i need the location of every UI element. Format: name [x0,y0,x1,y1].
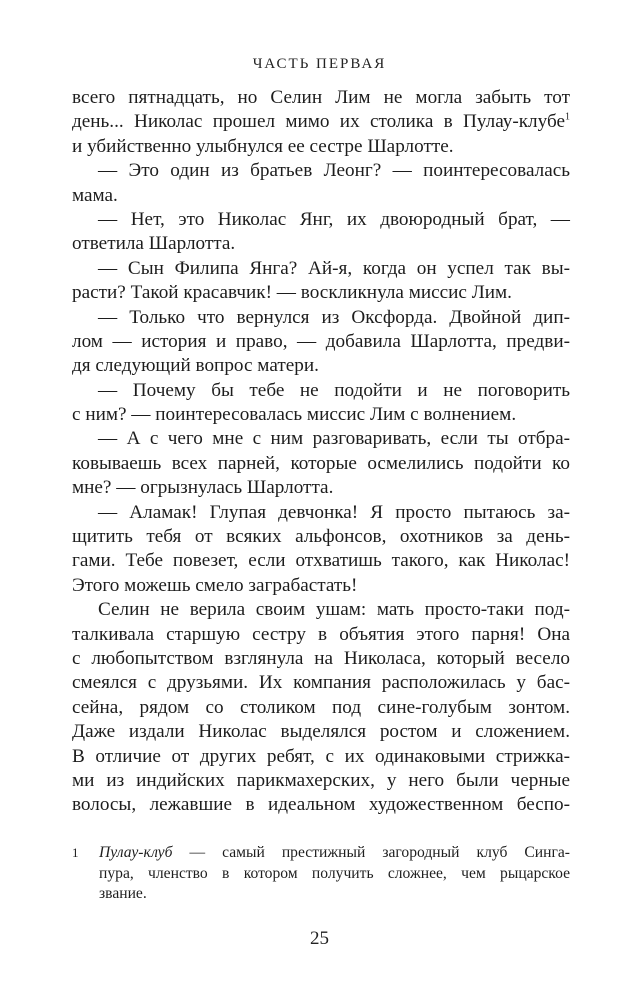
text-line-content: с любопытством взглянула на Николаса, который весело [72,647,570,669]
text-line [72,696,570,720]
text-line [72,306,570,330]
text-line-content: гами. Тебе повезет, если отхватишь такого, как Николас! [72,550,570,572]
text-line [72,379,570,403]
footnote-line: пура, членство в котором получить сложнее, чем рыцарское [99,864,570,882]
footnote-reference[interactable]: 1 [565,112,570,123]
text-line-content: — А с чего мне с ним разговаривать, если ты отбра- [98,428,570,450]
text-line-content: смеялся с друзьями. Их компания расположилась у бас- [72,672,570,694]
text-line [72,354,570,378]
text-line [72,427,570,451]
text-line-content: сейна, рядом со столиком под сине-голубым зонтом. [72,696,570,718]
text-line-content: мне? — огрызнулась Шарлотта. [72,477,334,499]
text-line [72,623,570,647]
text-line [72,647,570,671]
footnote [72,843,570,905]
text-line [72,281,570,305]
text-line [72,184,570,208]
text-line-content: ковываешь всех парней, которые осмелились подойти ко [72,452,570,474]
text-line [72,769,570,793]
text-line-content: мама. [72,184,118,206]
text-line [72,232,570,256]
text-line [72,257,570,281]
footnote-number: 1 [72,845,79,860]
text-line [72,135,570,159]
text-line [72,208,570,232]
text-line [72,403,570,427]
text-line-content: всего пятнадцать, но Селин Лим не могла забыть тот [72,87,570,108]
text-line [72,110,570,134]
text-line-content: Даже издали Николас выделялся ростом и сложением. [72,721,570,743]
text-line-content: ми из индийских парикмахерских, у него были черные [72,769,570,791]
text-line [72,598,570,622]
footnote-body [99,843,570,905]
text-line [72,720,570,744]
text-line-content: щитить тебя от всяких альфонсов, охотников за день- [72,526,570,548]
text-line [72,330,570,354]
footnote-line: звание. [99,885,147,903]
footnote-line [99,843,570,864]
text-line-content: — Аламак! Глупая девчонка! Я просто пытаюсь за- [98,501,570,523]
text-line-content: волосы, лежавшие в идеальном художественном беспо- [72,794,570,816]
text-line [72,452,570,476]
footnote-term: Пулау-клуб [99,844,173,861]
text-line [72,745,570,769]
text-line-content: — Только что вернулся из Оксфорда. Двойной дип- [98,306,570,328]
text-line [72,159,570,183]
text-line [72,501,570,525]
text-line-content: расти? Такой красавчик! — воскликнула миссис Лим. [72,282,512,304]
footnote-line-rest: — самый престижный загородный клуб Синга- [172,844,570,861]
text-line-content: Селин не верила своим ушам: мать просто-таки под- [98,599,570,621]
text-line [72,86,570,110]
text-line-content: Этого можешь смело заграбастать! [72,574,358,596]
text-line-content: — Нет, это Николас Янг, их двоюродный брат, — [98,208,570,230]
text-line [72,549,570,573]
text-line-content: лом — история и право, — добавила Шарлотта, предви- [72,330,570,352]
text-line-content: — Почему бы тебе не подойти и не поговорить [98,379,570,401]
text-line-content: — Это один из братьев Леонг? — поинтересовалась [98,160,570,182]
text-line-content: день... Николас прошел мимо их столика в Пулау-клубе [72,111,565,133]
text-line-content: дя следующий вопрос матери. [72,355,319,377]
text-line-content: В отличие от других ребят, с их одинаковыми стрижка- [72,745,570,767]
text-line-content: ответила Шарлотта. [72,233,236,255]
text-line-content: — Сын Филипа Янга? Ай-я, когда он успел так вы- [98,257,570,279]
text-line-content: и убийственно улыбнулся ее сестре Шарлотте. [72,135,454,157]
text-line [72,525,570,549]
text-line [72,574,570,598]
text-line [72,671,570,695]
page-number: 25 [310,928,329,949]
running-header: ЧАСТЬ ПЕРВАЯ [252,56,387,72]
text-line [72,476,570,500]
main-text [72,86,570,818]
text-line-content: талкивала старшую сестру в объятия этого парня! Она [72,623,570,645]
text-line [72,793,570,817]
text-line-content: с ним? — поинтересовалась миссис Лим с волнением. [72,404,517,426]
